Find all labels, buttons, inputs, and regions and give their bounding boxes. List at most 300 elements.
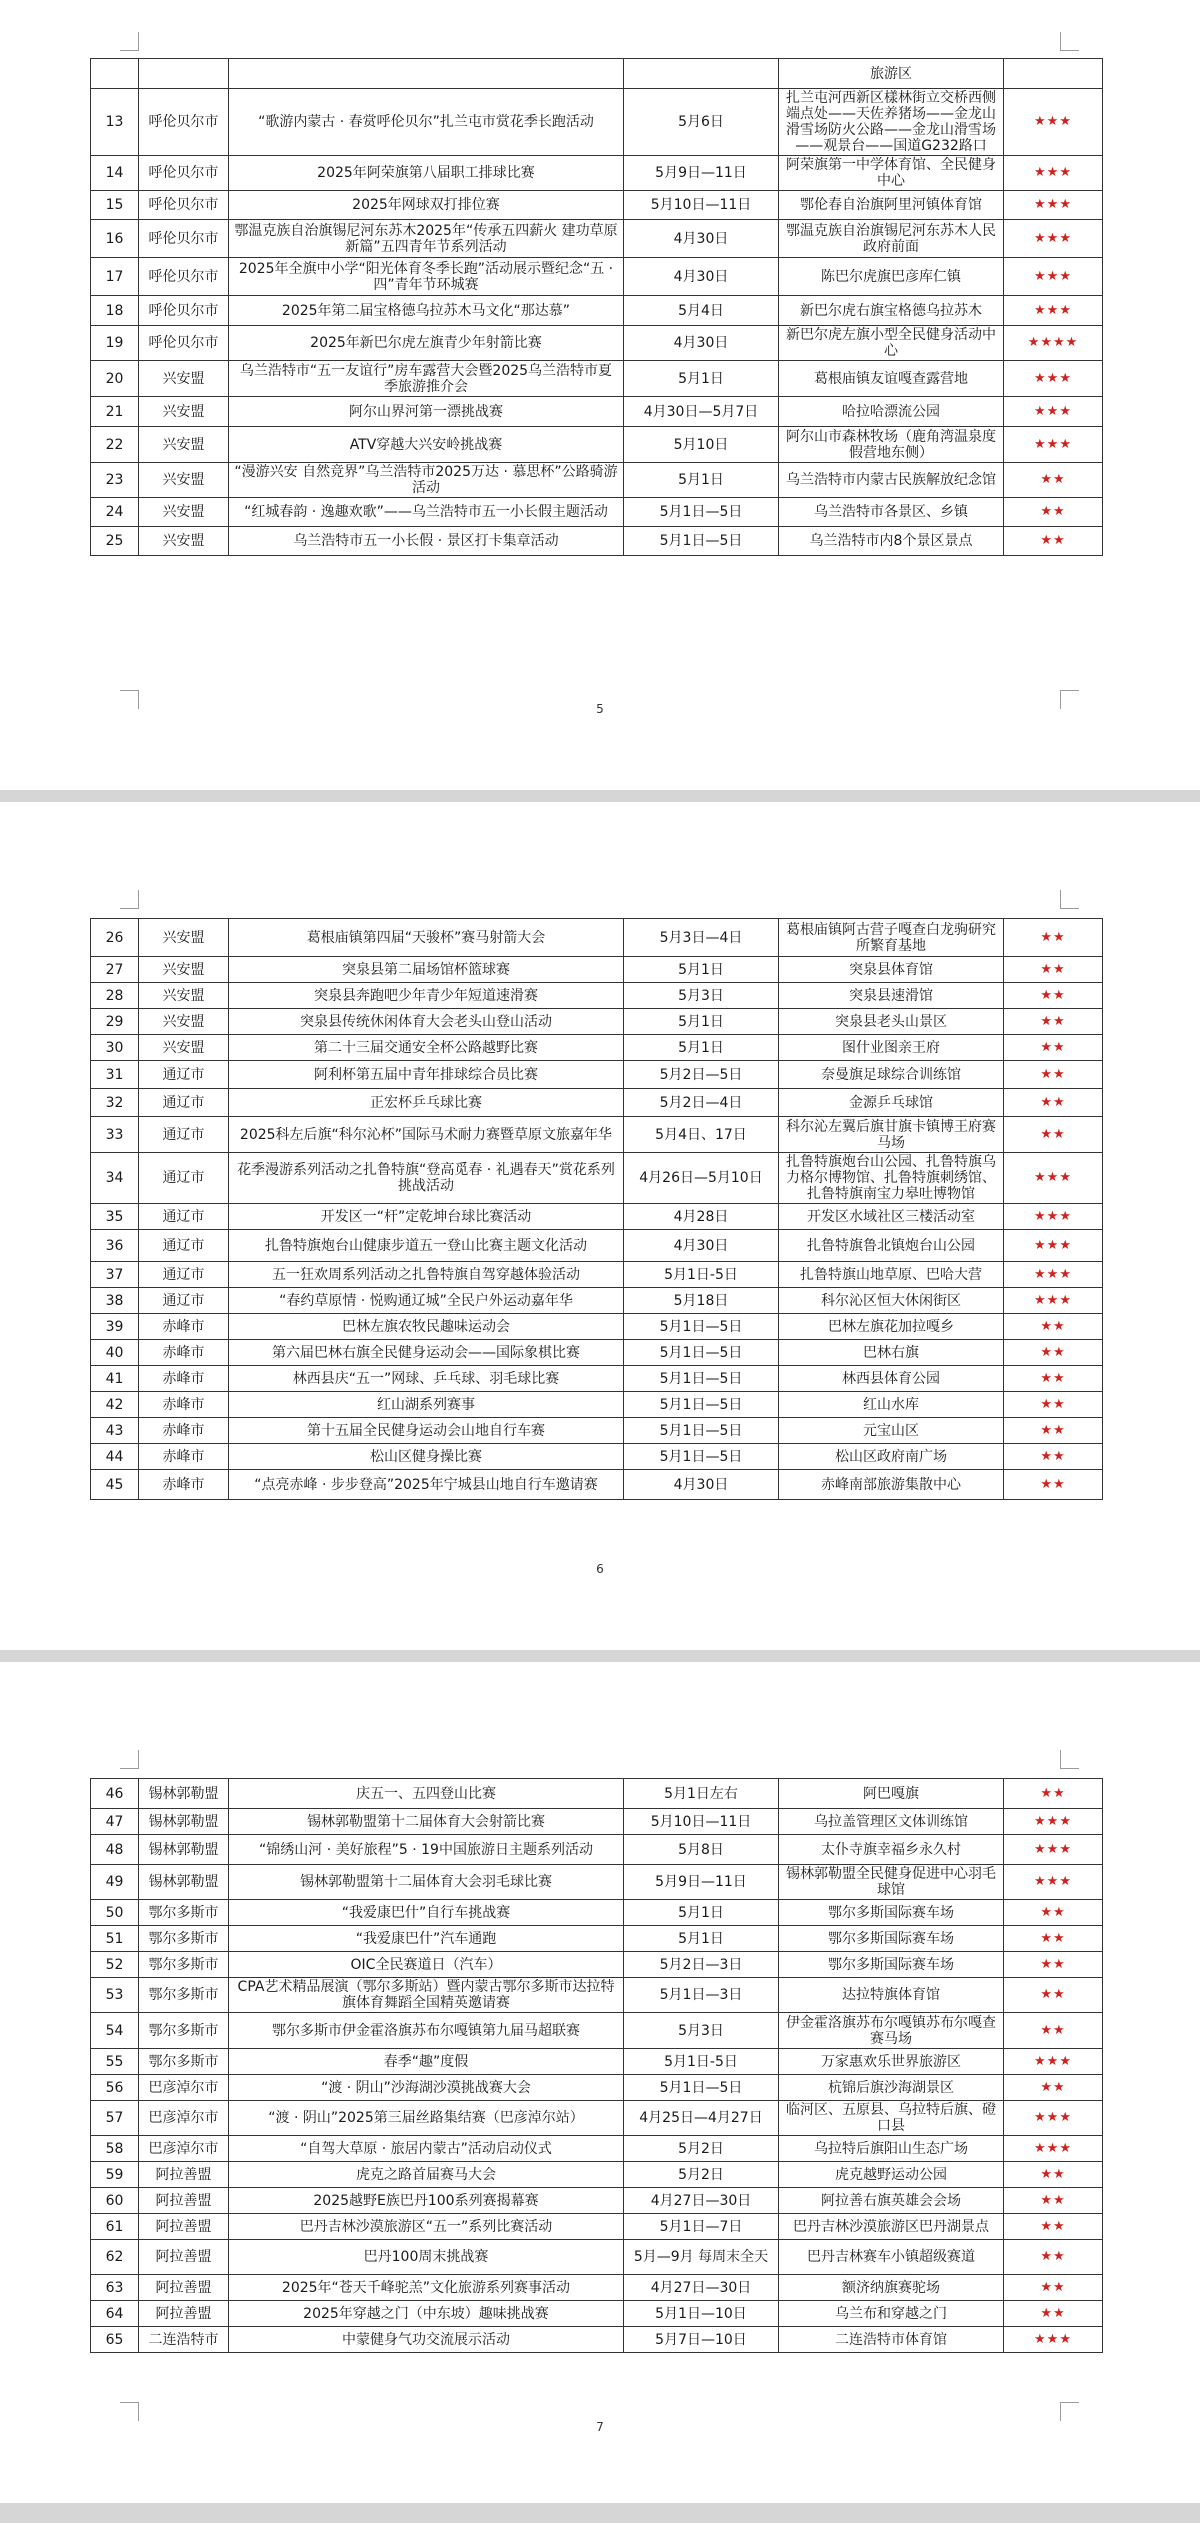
event-name-cell: 突泉县第二届场馆杯篮球赛: [229, 957, 624, 983]
rating-stars: ★★★: [1004, 427, 1103, 463]
event-name-cell: 2025越野E族巴丹100系列赛揭幕赛: [229, 2188, 624, 2214]
region-cell: 呼伦贝尔市: [139, 220, 229, 258]
region-cell: 赤峰市: [139, 1340, 229, 1366]
event-name-cell: 突泉县奔跑吧少年青少年短道速滑赛: [229, 983, 624, 1009]
date-cell: 5月2日—5日: [624, 1061, 779, 1089]
date-cell: 4月30日: [624, 326, 779, 361]
table-row: [91, 397, 1103, 427]
venue-cell: 太仆寺旗幸福乡永久村: [779, 1835, 1004, 1865]
table-row: [91, 156, 1103, 191]
region-cell: 通辽市: [139, 1089, 229, 1117]
event-name-cell: 巴丹100周末挑战赛: [229, 2240, 624, 2275]
event-name-cell: “渡 · 阴山”沙海湖沙漠挑战赛大会: [229, 2075, 624, 2101]
page-corner-mark: [1060, 1750, 1079, 1769]
date-cell: 5月9日—11日: [624, 156, 779, 191]
region-cell: 鄂尔多斯市: [139, 1978, 229, 2013]
venue-cell: 林西县体育公园: [779, 1366, 1004, 1392]
event-name-cell: 五一狂欢周系列活动之扎鲁特旗自驾穿越体验活动: [229, 1262, 624, 1288]
date-cell: 5月1日: [624, 1926, 779, 1952]
rating-stars: ★★: [1004, 498, 1103, 527]
date-cell: 5月4日: [624, 296, 779, 326]
rating-stars: ★★: [1004, 1444, 1103, 1470]
table-row: [91, 1418, 1103, 1444]
event-name-cell: 2025年第二届宝格德乌拉苏木马文化“那达慕”: [229, 296, 624, 326]
venue-cell: 突泉县速滑馆: [779, 983, 1004, 1009]
event-name-cell: 2025科左后旗“科尔沁杯”国际马术耐力赛暨草原文旅嘉年华: [229, 1117, 624, 1153]
region-cell: 巴彦淖尔市: [139, 2101, 229, 2136]
rating-stars: ★★: [1004, 463, 1103, 498]
date-cell: 5月9日—11日: [624, 1865, 779, 1900]
rating-stars: ★★★: [1004, 2101, 1103, 2136]
rating-stars: ★★: [1004, 983, 1103, 1009]
venue-cell: 元宝山区: [779, 1418, 1004, 1444]
event-name-cell: 葛根庙镇第四届“天骏杯”赛马射箭大会: [229, 919, 624, 957]
row-number: 28: [91, 983, 139, 1009]
date-cell: 5月4日、17日: [624, 1117, 779, 1153]
date-cell: 5月1日—5日: [624, 1444, 779, 1470]
venue-cell: 巴林左旗花加拉嘎乡: [779, 1314, 1004, 1340]
venue-cell: 巴丹吉林赛车小镇超级赛道: [779, 2240, 1004, 2275]
rating-stars: ★★★: [1004, 361, 1103, 397]
rating-stars: ★★: [1004, 1900, 1103, 1926]
table-row: [91, 2013, 1103, 2049]
region-cell: 通辽市: [139, 1117, 229, 1153]
page-corner-mark: [1060, 32, 1079, 51]
region-cell: 阿拉善盟: [139, 2214, 229, 2240]
table-row: [91, 2327, 1103, 2353]
row-number: 16: [91, 220, 139, 258]
venue-cell: 葛根庙镇阿古营子嘎查白龙驹研究所繁育基地: [779, 919, 1004, 957]
event-name-cell: “渡 · 阴山”2025第三届丝路集结赛（巴彦淖尔站）: [229, 2101, 624, 2136]
row-number: 48: [91, 1835, 139, 1865]
table-row: [91, 1865, 1103, 1900]
table-row: [91, 2101, 1103, 2136]
row-number: 23: [91, 463, 139, 498]
date-cell: 5月6日: [624, 89, 779, 156]
rating-stars: ★★★: [1004, 156, 1103, 191]
row-number: 44: [91, 1444, 139, 1470]
rating-stars: ★★: [1004, 1392, 1103, 1418]
document-page-6: [0, 802, 1200, 1650]
table-row: [91, 463, 1103, 498]
table-row: [91, 2162, 1103, 2188]
row-number: 13: [91, 89, 139, 156]
rating-stars: ★★★: [1004, 1204, 1103, 1230]
venue-cell: 突泉县老头山景区: [779, 1009, 1004, 1035]
date-cell: 5月—9月 每周末全天: [624, 2240, 779, 2275]
rating-stars: ★★: [1004, 1470, 1103, 1500]
region-cell: 通辽市: [139, 1288, 229, 1314]
event-name-cell: 乌兰浩特市五一小长假 · 景区打卡集章活动: [229, 527, 624, 556]
region-cell: 呼伦贝尔市: [139, 296, 229, 326]
date-cell: 5月8日: [624, 1835, 779, 1865]
region-cell: 通辽市: [139, 1153, 229, 1204]
event-name-cell: 阿尔山界河第一漂挑战赛: [229, 397, 624, 427]
event-name-cell: 突泉县传统休闲体育大会老头山登山活动: [229, 1009, 624, 1035]
row-number: 46: [91, 1779, 139, 1809]
table-row: [91, 1204, 1103, 1230]
date-cell: 5月1日—5日: [624, 2075, 779, 2101]
table-row: [91, 1470, 1103, 1500]
region-cell: 兴安盟: [139, 427, 229, 463]
venue-cell: 阿荣旗第一中学体育馆、全民健身中心: [779, 156, 1004, 191]
event-name-cell: 巴丹吉林沙漠旅游区“五一”系列比赛活动: [229, 2214, 624, 2240]
table-row: [91, 1835, 1103, 1865]
page-corner-mark: [1060, 2402, 1079, 2421]
row-number: 59: [91, 2162, 139, 2188]
row-number: 41: [91, 1366, 139, 1392]
table-row: [91, 2075, 1103, 2101]
event-name-cell: OIC全民赛道日（汽车）: [229, 1952, 624, 1978]
table-row: [91, 1117, 1103, 1153]
page-corner-mark: [120, 1750, 139, 1769]
venue-cell: 伊金霍洛旗苏布尔嘎镇苏布尔嘎查赛马场: [779, 2013, 1004, 2049]
date-cell: 5月1日左右: [624, 1779, 779, 1809]
venue-cell: 阿尔山市森林牧场（鹿角湾温泉度假营地东侧）: [779, 427, 1004, 463]
region-cell: 阿拉善盟: [139, 2275, 229, 2301]
date-cell: 5月1日—5日: [624, 1314, 779, 1340]
venue-cell: 新巴尔虎左旗小型全民健身活动中心: [779, 326, 1004, 361]
venue-cell: 万家惠欢乐世界旅游区: [779, 2049, 1004, 2075]
region-cell: 兴安盟: [139, 397, 229, 427]
rating-stars: ★★★: [1004, 296, 1103, 326]
date-cell: 4月25日—4月27日: [624, 2101, 779, 2136]
event-name-cell: [229, 59, 624, 89]
date-cell: 5月3日: [624, 983, 779, 1009]
region-cell: 锡林郭勒盟: [139, 1809, 229, 1835]
venue-cell: 哈拉哈漂流公园: [779, 397, 1004, 427]
venue-cell: 扎鲁特旗山地草原、巴哈大营: [779, 1262, 1004, 1288]
venue-cell: 阿巴嘎旗: [779, 1779, 1004, 1809]
region-cell: 兴安盟: [139, 957, 229, 983]
event-name-cell: 虎克之路首届赛马大会: [229, 2162, 624, 2188]
row-number: 29: [91, 1009, 139, 1035]
date-cell: 5月10日—11日: [624, 191, 779, 220]
venue-cell: 巴丹吉林沙漠旅游区巴丹湖景点: [779, 2214, 1004, 2240]
venue-cell: 科尔沁区恒大休闲街区: [779, 1288, 1004, 1314]
event-name-cell: “我爱康巴什”汽车通跑: [229, 1926, 624, 1952]
page-corner-mark: [120, 2402, 139, 2421]
row-number: 40: [91, 1340, 139, 1366]
row-number: 64: [91, 2301, 139, 2327]
venue-cell: 乌兰浩特市内8个景区景点: [779, 527, 1004, 556]
region-cell: 阿拉善盟: [139, 2188, 229, 2214]
venue-cell: 松山区政府南广场: [779, 1444, 1004, 1470]
event-name-cell: “歌游内蒙古 · 春赏呼伦贝尔”扎兰屯市赏花季长跑活动: [229, 89, 624, 156]
event-name-cell: 扎鲁特旗炮台山健康步道五一登山比赛主题文化活动: [229, 1230, 624, 1262]
table-row: [91, 2136, 1103, 2162]
date-cell: 5月7日—10日: [624, 2327, 779, 2353]
event-name-cell: 花季漫游系列活动之扎鲁特旗“登高觅春 · 礼遇春天”赏花系列挑战活动: [229, 1153, 624, 1204]
row-number: 37: [91, 1262, 139, 1288]
event-name-cell: ATV穿越大兴安岭挑战赛: [229, 427, 624, 463]
row-number: 49: [91, 1865, 139, 1900]
venue-cell: 新巴尔虎右旗宝格德乌拉苏木: [779, 296, 1004, 326]
event-name-cell: 乌兰浩特市“五一友谊行”房车露营大会暨2025乌兰浩特市夏季旅游推介会: [229, 361, 624, 397]
event-name-cell: 第二十三届交通安全杯公路越野比赛: [229, 1035, 624, 1061]
rating-stars: ★★★: [1004, 1288, 1103, 1314]
row-number: 43: [91, 1418, 139, 1444]
row-number: 53: [91, 1978, 139, 2013]
row-number: 32: [91, 1089, 139, 1117]
rating-stars: ★★: [1004, 1418, 1103, 1444]
table-row: [91, 1900, 1103, 1926]
date-cell: 5月1日: [624, 1035, 779, 1061]
row-number: 36: [91, 1230, 139, 1262]
date-cell: 4月28日: [624, 1204, 779, 1230]
row-number: 27: [91, 957, 139, 983]
region-cell: 赤峰市: [139, 1418, 229, 1444]
event-name-cell: CPA艺术精品展演（鄂尔多斯站）暨内蒙古鄂尔多斯市达拉特旗体育舞蹈全国精英邀请赛: [229, 1978, 624, 2013]
rating-stars: ★★: [1004, 1366, 1103, 1392]
region-cell: 阿拉善盟: [139, 2162, 229, 2188]
region-cell: 巴彦淖尔市: [139, 2136, 229, 2162]
date-cell: 5月1日—5日: [624, 527, 779, 556]
region-cell: 呼伦贝尔市: [139, 326, 229, 361]
venue-cell: 陈巴尔虎旗巴彦库仁镇: [779, 258, 1004, 296]
region-cell: 锡林郭勒盟: [139, 1865, 229, 1900]
event-name-cell: “漫游兴安 自然竞界”乌兰浩特市2025万达 · 慕思杯”公路骑游活动: [229, 463, 624, 498]
rating-stars: ★★★: [1004, 397, 1103, 427]
table-row: [91, 220, 1103, 258]
table-row: [91, 2049, 1103, 2075]
row-number: 57: [91, 2101, 139, 2136]
venue-cell: 突泉县体育馆: [779, 957, 1004, 983]
row-number: [91, 59, 139, 89]
venue-cell: 鄂尔多斯国际赛车场: [779, 1952, 1004, 1978]
row-number: 38: [91, 1288, 139, 1314]
rating-stars: ★★: [1004, 527, 1103, 556]
rating-stars: ★★: [1004, 2240, 1103, 2275]
region-cell: 锡林郭勒盟: [139, 1779, 229, 1809]
rating-stars: ★★★: [1004, 89, 1103, 156]
row-number: 31: [91, 1061, 139, 1089]
table-row: [91, 361, 1103, 397]
event-name-cell: 巴林左旗农牧民趣味运动会: [229, 1314, 624, 1340]
date-cell: 5月1日—5日: [624, 1340, 779, 1366]
event-name-cell: 开发区一“杆”定乾坤台球比赛活动: [229, 1204, 624, 1230]
venue-cell: 锡林郭勒盟全民健身促进中心羽毛球馆: [779, 1865, 1004, 1900]
row-number: 54: [91, 2013, 139, 2049]
region-cell: 阿拉善盟: [139, 2240, 229, 2275]
date-cell: 5月1日—5日: [624, 1418, 779, 1444]
date-cell: 5月18日: [624, 1288, 779, 1314]
row-number: 30: [91, 1035, 139, 1061]
row-number: 58: [91, 2136, 139, 2162]
region-cell: 兴安盟: [139, 361, 229, 397]
region-cell: 赤峰市: [139, 1392, 229, 1418]
event-name-cell: 鄂尔多斯市伊金霍洛旗苏布尔嘎镇第九届马超联赛: [229, 2013, 624, 2049]
rating-stars: ★★: [1004, 2275, 1103, 2301]
table-row: [91, 957, 1103, 983]
table-row: [91, 2240, 1103, 2275]
rating-stars: ★★: [1004, 1089, 1103, 1117]
event-name-cell: 松山区健身操比赛: [229, 1444, 624, 1470]
table-row: [91, 1153, 1103, 1204]
row-number: 24: [91, 498, 139, 527]
region-cell: 巴彦淖尔市: [139, 2075, 229, 2101]
event-name-cell: 2025年全旗中小学“阳光体育冬季长跑”活动展示暨纪念“五 · 四”青年节环城赛: [229, 258, 624, 296]
event-name-cell: “点亮赤峰 · 步步登高”2025年宁城县山地自行车邀请赛: [229, 1470, 624, 1500]
date-cell: 5月2日—3日: [624, 1952, 779, 1978]
venue-cell: 阿拉善右旗英雄会会场: [779, 2188, 1004, 2214]
date-cell: 5月10日—11日: [624, 1809, 779, 1835]
event-name-cell: “锦绣山河 · 美好旅程”5 · 19中国旅游日主题系列活动: [229, 1835, 624, 1865]
row-number: 55: [91, 2049, 139, 2075]
events-table: [90, 918, 1103, 1500]
venue-cell: 葛根庙镇友谊嘎查露营地: [779, 361, 1004, 397]
row-number: 61: [91, 2214, 139, 2240]
venue-cell: 扎鲁特旗炮台山公园、扎鲁特旗乌力格尔博物馆、扎鲁特旗刺绣馆、扎鲁特旗南宝力皋吐博物馆: [779, 1153, 1004, 1204]
table-row: [91, 1089, 1103, 1117]
region-cell: 兴安盟: [139, 1009, 229, 1035]
rating-stars: ★★: [1004, 2188, 1103, 2214]
rating-stars: ★★★: [1004, 1865, 1103, 1900]
date-cell: 5月1日—3日: [624, 1978, 779, 2013]
rating-stars: ★★: [1004, 1117, 1103, 1153]
event-name-cell: 正宏杯乒乓球比赛: [229, 1089, 624, 1117]
table-row: [91, 1061, 1103, 1089]
region-cell: 鄂尔多斯市: [139, 1900, 229, 1926]
region-cell: 赤峰市: [139, 1314, 229, 1340]
event-name-cell: 第六届巴林右旗全民健身运动会——国际象棋比赛: [229, 1340, 624, 1366]
row-number: 34: [91, 1153, 139, 1204]
region-cell: [139, 59, 229, 89]
date-cell: 5月1日-5日: [624, 1262, 779, 1288]
venue-cell: 扎兰屯河西新区樣林街立交桥西侧端点处——天佐养猪场——金龙山滑雪场防火公路——金龙山滑雪场——观景台——国道G232路口: [779, 89, 1004, 156]
region-cell: 锡林郭勒盟: [139, 1835, 229, 1865]
table-row: [91, 1779, 1103, 1809]
venue-cell: 旅游区: [779, 59, 1004, 89]
rating-stars: ★★: [1004, 1978, 1103, 2013]
table-row: [91, 1009, 1103, 1035]
region-cell: 通辽市: [139, 1204, 229, 1230]
event-name-cell: “我爱康巴什”自行车挑战赛: [229, 1900, 624, 1926]
table-row: [91, 498, 1103, 527]
date-cell: [624, 59, 779, 89]
row-number: 60: [91, 2188, 139, 2214]
venue-cell: 乌拉盖管理区文体训练馆: [779, 1809, 1004, 1835]
row-number: 51: [91, 1926, 139, 1952]
date-cell: 4月27日—30日: [624, 2188, 779, 2214]
row-number: 62: [91, 2240, 139, 2275]
event-name-cell: 林西县庆“五一”网球、乒乓球、羽毛球比赛: [229, 1366, 624, 1392]
rating-stars: ★★★: [1004, 1153, 1103, 1204]
rating-stars: ★★: [1004, 919, 1103, 957]
page-number: 5: [596, 702, 604, 716]
date-cell: 5月3日: [624, 2013, 779, 2049]
date-cell: 5月2日—4日: [624, 1089, 779, 1117]
rating-stars: ★★: [1004, 2075, 1103, 2101]
row-number: 17: [91, 258, 139, 296]
region-cell: 兴安盟: [139, 463, 229, 498]
date-cell: 4月30日: [624, 1470, 779, 1500]
date-cell: 5月1日—7日: [624, 2214, 779, 2240]
venue-cell: 杭锦后旗沙海湖景区: [779, 2075, 1004, 2101]
table-row: [91, 1314, 1103, 1340]
rating-stars: ★★★: [1004, 258, 1103, 296]
document-page-7: [0, 1662, 1200, 2503]
venue-cell: 乌兰浩特市内蒙古民族解放纪念馆: [779, 463, 1004, 498]
venue-cell: 巴林右旗: [779, 1340, 1004, 1366]
events-table: [90, 58, 1103, 556]
row-number: 65: [91, 2327, 139, 2353]
date-cell: 5月1日—5日: [624, 1392, 779, 1418]
table-row: [91, 1809, 1103, 1835]
region-cell: 兴安盟: [139, 1035, 229, 1061]
rating-stars: ★★★: [1004, 1809, 1103, 1835]
row-number: 19: [91, 326, 139, 361]
table-row: [91, 2188, 1103, 2214]
table-row: [91, 1444, 1103, 1470]
page-corner-mark: [1060, 890, 1079, 909]
venue-cell: 开发区水域社区三楼活动室: [779, 1204, 1004, 1230]
page-number: 7: [596, 2420, 604, 2434]
venue-cell: 乌兰布和穿越之门: [779, 2301, 1004, 2327]
row-number: 47: [91, 1809, 139, 1835]
row-number: 33: [91, 1117, 139, 1153]
event-name-cell: 2025年新巴尔虎左旗青少年射箭比赛: [229, 326, 624, 361]
venue-cell: 临河区、五原县、乌拉特后旗、磴口县: [779, 2101, 1004, 2136]
venue-cell: 额济纳旗赛驼场: [779, 2275, 1004, 2301]
event-name-cell: 春季“趣”度假: [229, 2049, 624, 2075]
event-name-cell: 锡林郭勒盟第十二届体育大会羽毛球比赛: [229, 1865, 624, 1900]
rating-stars: ★★: [1004, 1926, 1103, 1952]
table-row: [91, 1262, 1103, 1288]
date-cell: 4月30日: [624, 1230, 779, 1262]
row-number: 45: [91, 1470, 139, 1500]
date-cell: 5月1日: [624, 957, 779, 983]
page-separator: [0, 790, 1200, 802]
table-row: [91, 427, 1103, 463]
venue-cell: 赤峰南部旅游集散中心: [779, 1470, 1004, 1500]
page-corner-mark: [120, 890, 139, 909]
region-cell: 赤峰市: [139, 1470, 229, 1500]
date-cell: 5月1日: [624, 463, 779, 498]
date-cell: 5月1日-5日: [624, 2049, 779, 2075]
rating-stars: ★★★: [1004, 220, 1103, 258]
venue-cell: 金源乒乓球馆: [779, 1089, 1004, 1117]
region-cell: 赤峰市: [139, 1366, 229, 1392]
date-cell: 5月3日—4日: [624, 919, 779, 957]
row-number: 52: [91, 1952, 139, 1978]
region-cell: 兴安盟: [139, 919, 229, 957]
event-name-cell: 第十五届全民健身运动会山地自行车赛: [229, 1418, 624, 1444]
row-number: 63: [91, 2275, 139, 2301]
venue-cell: 图什业图亲王府: [779, 1035, 1004, 1061]
date-cell: 4月27日—30日: [624, 2275, 779, 2301]
venue-cell: 鄂伦春自治旗阿里河镇体育馆: [779, 191, 1004, 220]
table-row: [91, 89, 1103, 156]
region-cell: 阿拉善盟: [139, 2301, 229, 2327]
table-row: [91, 527, 1103, 556]
rating-stars: ★★: [1004, 2214, 1103, 2240]
event-name-cell: 锡林郭勒盟第十二届体育大会射箭比赛: [229, 1809, 624, 1835]
rating-stars: ★★★: [1004, 1262, 1103, 1288]
rating-stars: ★★★: [1004, 2136, 1103, 2162]
event-name-cell: 2025年网球双打排位赛: [229, 191, 624, 220]
date-cell: 5月1日: [624, 1009, 779, 1035]
table-row: [91, 919, 1103, 957]
date-cell: 4月30日: [624, 220, 779, 258]
region-cell: 通辽市: [139, 1061, 229, 1089]
rating-stars: ★★★★: [1004, 326, 1103, 361]
row-number: 25: [91, 527, 139, 556]
row-number: 39: [91, 1314, 139, 1340]
rating-stars: ★★: [1004, 1009, 1103, 1035]
venue-cell: 奈曼旗足球综合训练馆: [779, 1061, 1004, 1089]
row-number: 21: [91, 397, 139, 427]
